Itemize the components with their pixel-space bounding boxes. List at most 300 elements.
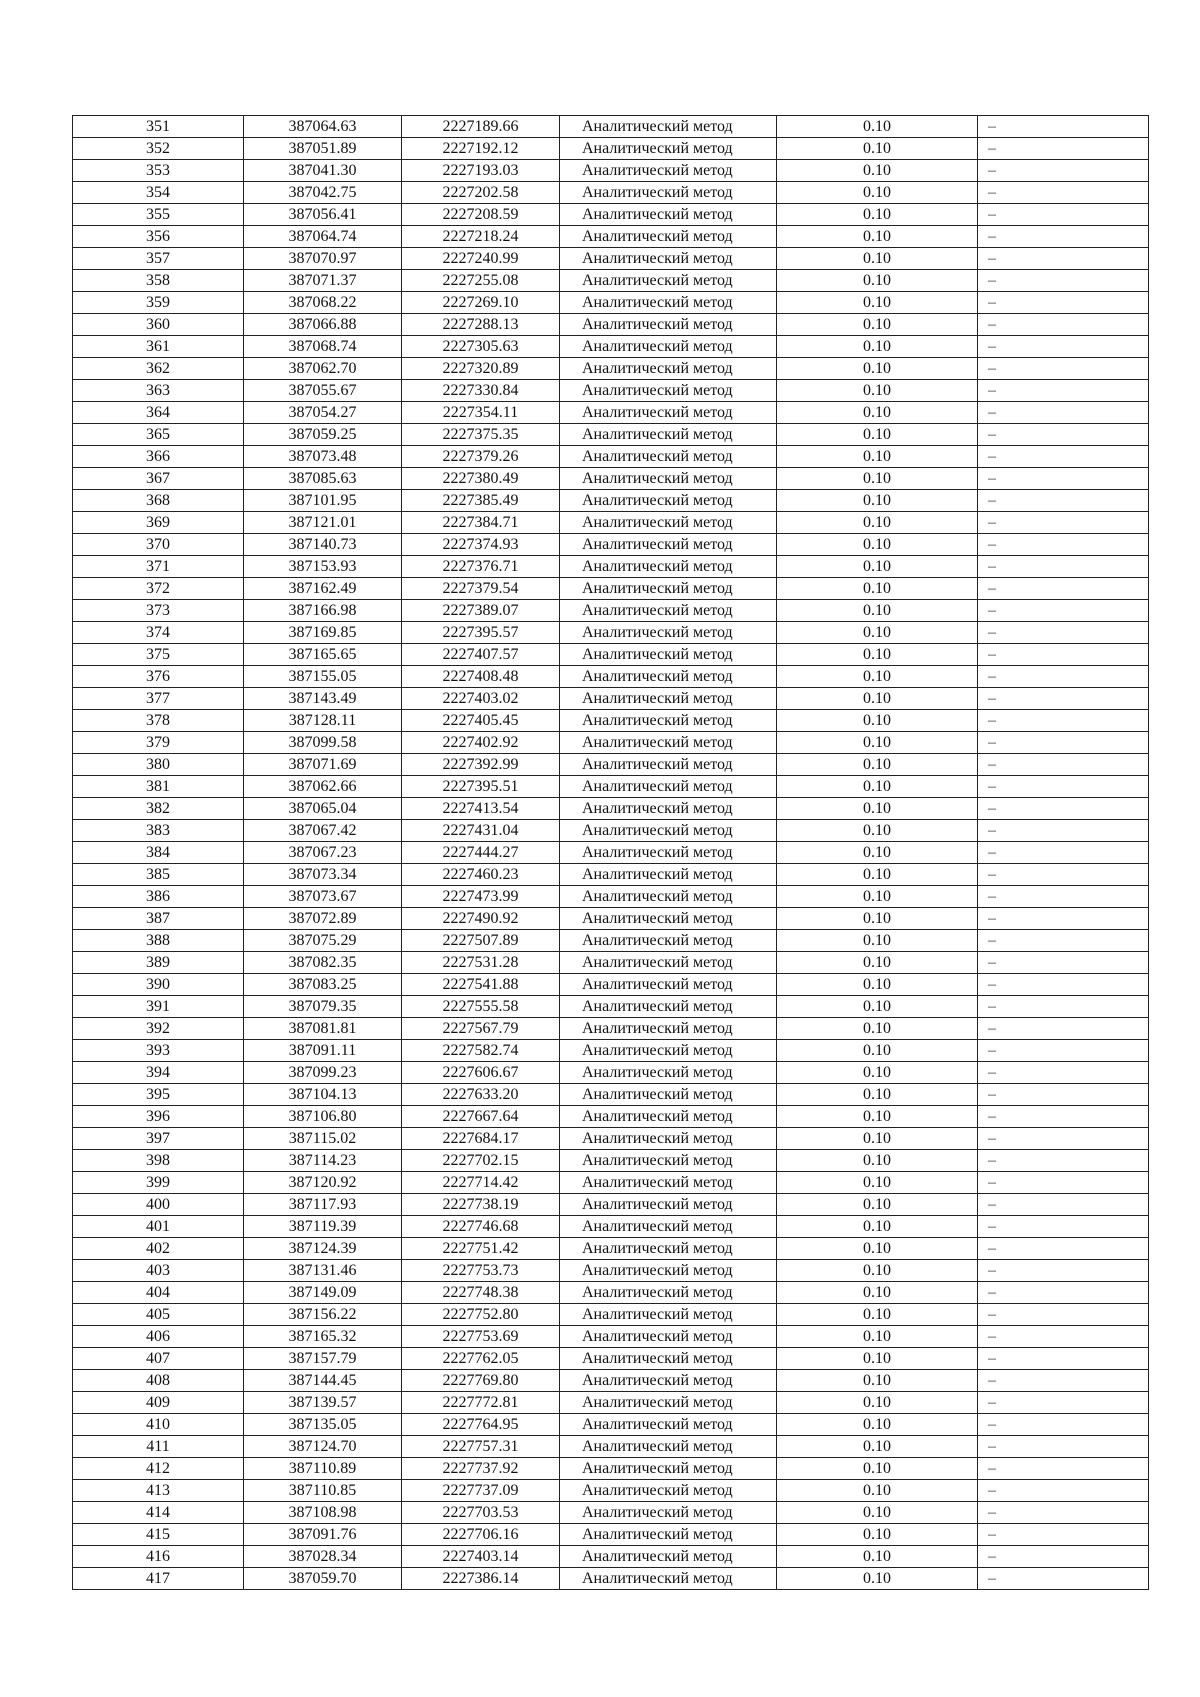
x-coordinate-cell: 387140.73	[244, 534, 402, 556]
note-cell: –	[978, 138, 1149, 160]
x-coordinate-cell: 387064.74	[244, 226, 402, 248]
accuracy-cell: 0.10	[777, 974, 978, 996]
y-coordinate-cell: 2227395.57	[402, 622, 560, 644]
accuracy-cell: 0.10	[777, 1436, 978, 1458]
note-cell: –	[978, 710, 1149, 732]
accuracy-cell: 0.10	[777, 182, 978, 204]
method-cell: Аналитический метод	[560, 292, 777, 314]
point-number-cell: 401	[73, 1216, 244, 1238]
x-coordinate-cell: 387155.05	[244, 666, 402, 688]
note-cell: –	[978, 1106, 1149, 1128]
x-coordinate-cell: 387072.89	[244, 908, 402, 930]
note-cell: –	[978, 974, 1149, 996]
accuracy-cell: 0.10	[777, 1260, 978, 1282]
table-row	[73, 1238, 1149, 1260]
point-number-cell: 406	[73, 1326, 244, 1348]
y-coordinate-cell: 2227395.51	[402, 776, 560, 798]
x-coordinate-cell: 387101.95	[244, 490, 402, 512]
accuracy-cell: 0.10	[777, 1106, 978, 1128]
table-row	[73, 336, 1149, 358]
y-coordinate-cell: 2227762.05	[402, 1348, 560, 1370]
note-cell: –	[978, 930, 1149, 952]
method-cell: Аналитический метод	[560, 248, 777, 270]
point-number-cell: 388	[73, 930, 244, 952]
y-coordinate-cell: 2227405.45	[402, 710, 560, 732]
method-cell: Аналитический метод	[560, 1436, 777, 1458]
x-coordinate-cell: 387165.65	[244, 644, 402, 666]
x-coordinate-cell: 387042.75	[244, 182, 402, 204]
x-coordinate-cell: 387068.74	[244, 336, 402, 358]
point-number-cell: 394	[73, 1062, 244, 1084]
accuracy-cell: 0.10	[777, 226, 978, 248]
table-row	[73, 446, 1149, 468]
point-number-cell: 400	[73, 1194, 244, 1216]
method-cell: Аналитический метод	[560, 424, 777, 446]
point-number-cell: 365	[73, 424, 244, 446]
note-cell: –	[978, 1216, 1149, 1238]
x-coordinate-cell: 387062.70	[244, 358, 402, 380]
note-cell: –	[978, 908, 1149, 930]
note-cell: –	[978, 1194, 1149, 1216]
x-coordinate-cell: 387067.23	[244, 842, 402, 864]
y-coordinate-cell: 2227764.95	[402, 1414, 560, 1436]
accuracy-cell: 0.10	[777, 1546, 978, 1568]
x-coordinate-cell: 387064.63	[244, 116, 402, 138]
note-cell: –	[978, 578, 1149, 600]
x-coordinate-cell: 387082.35	[244, 952, 402, 974]
table-row	[73, 1128, 1149, 1150]
x-coordinate-cell: 387165.32	[244, 1326, 402, 1348]
accuracy-cell: 0.10	[777, 1348, 978, 1370]
table-row	[73, 512, 1149, 534]
note-cell: –	[978, 952, 1149, 974]
table-row	[73, 534, 1149, 556]
accuracy-cell: 0.10	[777, 1062, 978, 1084]
point-number-cell: 414	[73, 1502, 244, 1524]
point-number-cell: 416	[73, 1546, 244, 1568]
table-row	[73, 1084, 1149, 1106]
accuracy-cell: 0.10	[777, 1238, 978, 1260]
x-coordinate-cell: 387083.25	[244, 974, 402, 996]
x-coordinate-cell: 387065.04	[244, 798, 402, 820]
method-cell: Аналитический метод	[560, 666, 777, 688]
table-row	[73, 798, 1149, 820]
x-coordinate-cell: 387073.48	[244, 446, 402, 468]
accuracy-cell: 0.10	[777, 160, 978, 182]
method-cell: Аналитический метод	[560, 1150, 777, 1172]
note-cell: –	[978, 446, 1149, 468]
table-row	[73, 820, 1149, 842]
accuracy-cell: 0.10	[777, 292, 978, 314]
accuracy-cell: 0.10	[777, 996, 978, 1018]
x-coordinate-cell: 387099.23	[244, 1062, 402, 1084]
table-row	[73, 1392, 1149, 1414]
x-coordinate-cell: 387073.34	[244, 864, 402, 886]
table-row	[73, 1524, 1149, 1546]
accuracy-cell: 0.10	[777, 908, 978, 930]
table-row	[73, 1282, 1149, 1304]
point-number-cell: 362	[73, 358, 244, 380]
note-cell: –	[978, 820, 1149, 842]
x-coordinate-cell: 387062.66	[244, 776, 402, 798]
method-cell: Аналитический метод	[560, 1238, 777, 1260]
accuracy-cell: 0.10	[777, 424, 978, 446]
accuracy-cell: 0.10	[777, 138, 978, 160]
accuracy-cell: 0.10	[777, 1194, 978, 1216]
table-row	[73, 1062, 1149, 1084]
y-coordinate-cell: 2227746.68	[402, 1216, 560, 1238]
method-cell: Аналитический метод	[560, 270, 777, 292]
x-coordinate-cell: 387143.49	[244, 688, 402, 710]
y-coordinate-cell: 2227684.17	[402, 1128, 560, 1150]
point-number-cell: 370	[73, 534, 244, 556]
method-cell: Аналитический метод	[560, 1128, 777, 1150]
x-coordinate-cell: 387070.97	[244, 248, 402, 270]
y-coordinate-cell: 2227408.48	[402, 666, 560, 688]
table-row	[73, 1326, 1149, 1348]
x-coordinate-cell: 387055.67	[244, 380, 402, 402]
note-cell: –	[978, 1326, 1149, 1348]
x-coordinate-cell: 387124.39	[244, 1238, 402, 1260]
point-number-cell: 357	[73, 248, 244, 270]
accuracy-cell: 0.10	[777, 1084, 978, 1106]
table-row	[73, 1106, 1149, 1128]
note-cell: –	[978, 622, 1149, 644]
note-cell: –	[978, 292, 1149, 314]
x-coordinate-cell: 387121.01	[244, 512, 402, 534]
y-coordinate-cell: 2227751.42	[402, 1238, 560, 1260]
x-coordinate-cell: 387110.89	[244, 1458, 402, 1480]
y-coordinate-cell: 2227403.02	[402, 688, 560, 710]
point-number-cell: 403	[73, 1260, 244, 1282]
method-cell: Аналитический метод	[560, 1392, 777, 1414]
y-coordinate-cell: 2227255.08	[402, 270, 560, 292]
table-row	[73, 776, 1149, 798]
y-coordinate-cell: 2227403.14	[402, 1546, 560, 1568]
note-cell: –	[978, 1370, 1149, 1392]
y-coordinate-cell: 2227376.71	[402, 556, 560, 578]
table-row	[73, 380, 1149, 402]
point-number-cell: 366	[73, 446, 244, 468]
x-coordinate-cell: 387081.81	[244, 1018, 402, 1040]
y-coordinate-cell: 2227330.84	[402, 380, 560, 402]
accuracy-cell: 0.10	[777, 578, 978, 600]
x-coordinate-cell: 387119.39	[244, 1216, 402, 1238]
note-cell: –	[978, 160, 1149, 182]
note-cell: –	[978, 1568, 1149, 1590]
y-coordinate-cell: 2227444.27	[402, 842, 560, 864]
x-coordinate-cell: 387114.23	[244, 1150, 402, 1172]
method-cell: Аналитический метод	[560, 952, 777, 974]
method-cell: Аналитический метод	[560, 776, 777, 798]
x-coordinate-cell: 387124.70	[244, 1436, 402, 1458]
accuracy-cell: 0.10	[777, 886, 978, 908]
table-row	[73, 292, 1149, 314]
accuracy-cell: 0.10	[777, 468, 978, 490]
y-coordinate-cell: 2227413.54	[402, 798, 560, 820]
point-number-cell: 417	[73, 1568, 244, 1590]
method-cell: Аналитический метод	[560, 182, 777, 204]
table-row	[73, 182, 1149, 204]
accuracy-cell: 0.10	[777, 204, 978, 226]
x-coordinate-cell: 387085.63	[244, 468, 402, 490]
accuracy-cell: 0.10	[777, 1282, 978, 1304]
method-cell: Аналитический метод	[560, 1260, 777, 1282]
y-coordinate-cell: 2227667.64	[402, 1106, 560, 1128]
x-coordinate-cell: 387128.11	[244, 710, 402, 732]
x-coordinate-cell: 387051.89	[244, 138, 402, 160]
x-coordinate-cell: 387067.42	[244, 820, 402, 842]
note-cell: –	[978, 270, 1149, 292]
point-number-cell: 387	[73, 908, 244, 930]
y-coordinate-cell: 2227386.14	[402, 1568, 560, 1590]
y-coordinate-cell: 2227354.11	[402, 402, 560, 424]
y-coordinate-cell: 2227269.10	[402, 292, 560, 314]
method-cell: Аналитический метод	[560, 116, 777, 138]
note-cell: –	[978, 1414, 1149, 1436]
point-number-cell: 373	[73, 600, 244, 622]
x-coordinate-cell: 387091.11	[244, 1040, 402, 1062]
x-coordinate-cell: 387144.45	[244, 1370, 402, 1392]
method-cell: Аналитический метод	[560, 160, 777, 182]
y-coordinate-cell: 2227460.23	[402, 864, 560, 886]
table-row	[73, 864, 1149, 886]
accuracy-cell: 0.10	[777, 1458, 978, 1480]
method-cell: Аналитический метод	[560, 1282, 777, 1304]
x-coordinate-cell: 387115.02	[244, 1128, 402, 1150]
y-coordinate-cell: 2227633.20	[402, 1084, 560, 1106]
method-cell: Аналитический метод	[560, 1502, 777, 1524]
point-number-cell: 393	[73, 1040, 244, 1062]
x-coordinate-cell: 387166.98	[244, 600, 402, 622]
accuracy-cell: 0.10	[777, 512, 978, 534]
method-cell: Аналитический метод	[560, 1018, 777, 1040]
method-cell: Аналитический метод	[560, 1106, 777, 1128]
point-number-cell: 369	[73, 512, 244, 534]
y-coordinate-cell: 2227389.07	[402, 600, 560, 622]
accuracy-cell: 0.10	[777, 710, 978, 732]
point-number-cell: 395	[73, 1084, 244, 1106]
point-number-cell: 386	[73, 886, 244, 908]
accuracy-cell: 0.10	[777, 116, 978, 138]
table-row	[73, 908, 1149, 930]
point-number-cell: 385	[73, 864, 244, 886]
point-number-cell: 354	[73, 182, 244, 204]
method-cell: Аналитический метод	[560, 864, 777, 886]
method-cell: Аналитический метод	[560, 1458, 777, 1480]
table-row	[73, 358, 1149, 380]
x-coordinate-cell: 387120.92	[244, 1172, 402, 1194]
point-number-cell: 375	[73, 644, 244, 666]
method-cell: Аналитический метод	[560, 380, 777, 402]
x-coordinate-cell: 387068.22	[244, 292, 402, 314]
y-coordinate-cell: 2227380.49	[402, 468, 560, 490]
point-number-cell: 361	[73, 336, 244, 358]
table-row	[73, 1502, 1149, 1524]
accuracy-cell: 0.10	[777, 490, 978, 512]
point-number-cell: 398	[73, 1150, 244, 1172]
table-row	[73, 886, 1149, 908]
note-cell: –	[978, 688, 1149, 710]
x-coordinate-cell: 387157.79	[244, 1348, 402, 1370]
y-coordinate-cell: 2227702.15	[402, 1150, 560, 1172]
accuracy-cell: 0.10	[777, 270, 978, 292]
note-cell: –	[978, 182, 1149, 204]
table-row	[73, 1414, 1149, 1436]
method-cell: Аналитический метод	[560, 622, 777, 644]
note-cell: –	[978, 864, 1149, 886]
note-cell: –	[978, 1084, 1149, 1106]
point-number-cell: 352	[73, 138, 244, 160]
table-row	[73, 1458, 1149, 1480]
accuracy-cell: 0.10	[777, 336, 978, 358]
accuracy-cell: 0.10	[777, 688, 978, 710]
note-cell: –	[978, 666, 1149, 688]
accuracy-cell: 0.10	[777, 666, 978, 688]
method-cell: Аналитический метод	[560, 1414, 777, 1436]
table-row	[73, 930, 1149, 952]
note-cell: –	[978, 380, 1149, 402]
y-coordinate-cell: 2227757.31	[402, 1436, 560, 1458]
note-cell: –	[978, 1282, 1149, 1304]
y-coordinate-cell: 2227737.92	[402, 1458, 560, 1480]
accuracy-cell: 0.10	[777, 1414, 978, 1436]
x-coordinate-cell: 387131.46	[244, 1260, 402, 1282]
method-cell: Аналитический метод	[560, 1216, 777, 1238]
accuracy-cell: 0.10	[777, 1502, 978, 1524]
note-cell: –	[978, 996, 1149, 1018]
y-coordinate-cell: 2227567.79	[402, 1018, 560, 1040]
method-cell: Аналитический метод	[560, 1568, 777, 1590]
table-row	[73, 754, 1149, 776]
point-number-cell: 351	[73, 116, 244, 138]
point-number-cell: 383	[73, 820, 244, 842]
point-number-cell: 353	[73, 160, 244, 182]
point-number-cell: 415	[73, 1524, 244, 1546]
x-coordinate-cell: 387071.69	[244, 754, 402, 776]
y-coordinate-cell: 2227490.92	[402, 908, 560, 930]
x-coordinate-cell: 387075.29	[244, 930, 402, 952]
method-cell: Аналитический метод	[560, 688, 777, 710]
method-cell: Аналитический метод	[560, 600, 777, 622]
x-coordinate-cell: 387117.93	[244, 1194, 402, 1216]
table-row	[73, 116, 1149, 138]
y-coordinate-cell: 2227402.92	[402, 732, 560, 754]
table-row	[73, 226, 1149, 248]
method-cell: Аналитический метод	[560, 204, 777, 226]
method-cell: Аналитический метод	[560, 1370, 777, 1392]
table-row	[73, 138, 1149, 160]
note-cell: –	[978, 424, 1149, 446]
note-cell: –	[978, 600, 1149, 622]
point-number-cell: 360	[73, 314, 244, 336]
note-cell: –	[978, 468, 1149, 490]
x-coordinate-cell: 387079.35	[244, 996, 402, 1018]
table-row	[73, 1150, 1149, 1172]
note-cell: –	[978, 116, 1149, 138]
table-row	[73, 666, 1149, 688]
y-coordinate-cell: 2227473.99	[402, 886, 560, 908]
y-coordinate-cell: 2227752.80	[402, 1304, 560, 1326]
x-coordinate-cell: 387106.80	[244, 1106, 402, 1128]
table-row	[73, 314, 1149, 336]
accuracy-cell: 0.10	[777, 798, 978, 820]
accuracy-cell: 0.10	[777, 820, 978, 842]
x-coordinate-cell: 387156.22	[244, 1304, 402, 1326]
point-number-cell: 364	[73, 402, 244, 424]
x-coordinate-cell: 387135.05	[244, 1414, 402, 1436]
y-coordinate-cell: 2227753.73	[402, 1260, 560, 1282]
method-cell: Аналитический метод	[560, 996, 777, 1018]
accuracy-cell: 0.10	[777, 1018, 978, 1040]
accuracy-cell: 0.10	[777, 732, 978, 754]
x-coordinate-cell: 387059.70	[244, 1568, 402, 1590]
method-cell: Аналитический метод	[560, 1348, 777, 1370]
table-row	[73, 1194, 1149, 1216]
point-number-cell: 397	[73, 1128, 244, 1150]
note-cell: –	[978, 732, 1149, 754]
x-coordinate-cell: 387041.30	[244, 160, 402, 182]
table-row	[73, 688, 1149, 710]
table-row	[73, 1304, 1149, 1326]
y-coordinate-cell: 2227240.99	[402, 248, 560, 270]
accuracy-cell: 0.10	[777, 248, 978, 270]
accuracy-cell: 0.10	[777, 1568, 978, 1590]
point-number-cell: 374	[73, 622, 244, 644]
method-cell: Аналитический метод	[560, 930, 777, 952]
table-row	[73, 556, 1149, 578]
note-cell: –	[978, 556, 1149, 578]
method-cell: Аналитический метод	[560, 468, 777, 490]
point-number-cell: 412	[73, 1458, 244, 1480]
point-number-cell: 410	[73, 1414, 244, 1436]
method-cell: Аналитический метод	[560, 1304, 777, 1326]
note-cell: –	[978, 358, 1149, 380]
table-row	[73, 160, 1149, 182]
note-cell: –	[978, 1436, 1149, 1458]
table-row	[73, 1348, 1149, 1370]
method-cell: Аналитический метод	[560, 798, 777, 820]
method-cell: Аналитический метод	[560, 908, 777, 930]
accuracy-cell: 0.10	[777, 1172, 978, 1194]
method-cell: Аналитический метод	[560, 754, 777, 776]
method-cell: Аналитический метод	[560, 226, 777, 248]
method-cell: Аналитический метод	[560, 534, 777, 556]
table-row	[73, 1260, 1149, 1282]
y-coordinate-cell: 2227531.28	[402, 952, 560, 974]
table-row	[73, 600, 1149, 622]
accuracy-cell: 0.10	[777, 402, 978, 424]
point-number-cell: 411	[73, 1436, 244, 1458]
table-row	[73, 468, 1149, 490]
point-number-cell: 377	[73, 688, 244, 710]
note-cell: –	[978, 204, 1149, 226]
point-number-cell: 392	[73, 1018, 244, 1040]
point-number-cell: 359	[73, 292, 244, 314]
note-cell: –	[978, 644, 1149, 666]
y-coordinate-cell: 2227208.59	[402, 204, 560, 226]
point-number-cell: 402	[73, 1238, 244, 1260]
y-coordinate-cell: 2227606.67	[402, 1062, 560, 1084]
x-coordinate-cell: 387149.09	[244, 1282, 402, 1304]
note-cell: –	[978, 512, 1149, 534]
method-cell: Аналитический метод	[560, 446, 777, 468]
y-coordinate-cell: 2227320.89	[402, 358, 560, 380]
accuracy-cell: 0.10	[777, 1326, 978, 1348]
accuracy-cell: 0.10	[777, 754, 978, 776]
y-coordinate-cell: 2227384.71	[402, 512, 560, 534]
method-cell: Аналитический метод	[560, 556, 777, 578]
